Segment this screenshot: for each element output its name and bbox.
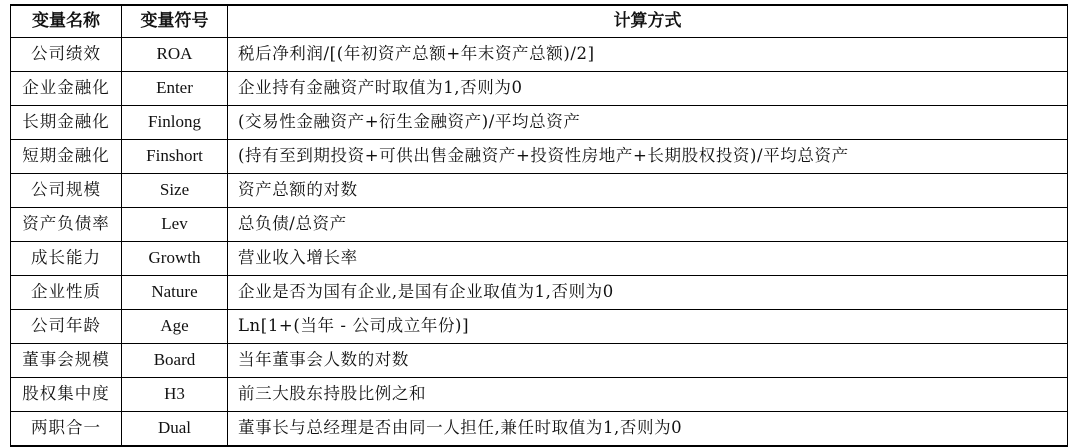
table-row (11, 276, 1068, 310)
calculation-method-cell: 总负债/总资产 (228, 208, 1068, 242)
variable-symbol-cell: Size (122, 174, 228, 208)
variable-name-cell: 公司绩效 (11, 38, 122, 72)
table-row (11, 106, 1068, 140)
variable-symbol-cell: ROA (122, 38, 228, 72)
calculation-method-cell: 企业持有金融资产时取值为1,否则为0 (228, 72, 1068, 106)
variable-symbol-cell: Finlong (122, 106, 228, 140)
variable-name-cell: 股权集中度 (11, 378, 122, 412)
calculation-method-cell: 当年董事会人数的对数 (228, 344, 1068, 378)
variable-definition-table (10, 4, 1068, 447)
variable-name-cell: 短期金融化 (11, 140, 122, 174)
variable-name-cell: 董事会规模 (11, 344, 122, 378)
calculation-method-cell: 前三大股东持股比例之和 (228, 378, 1068, 412)
table-row (11, 378, 1068, 412)
header-row (11, 5, 1068, 38)
calculation-method-cell: (持有至到期投资+可供出售金融资产+投资性房地产+长期股权投资)/平均总资产 (228, 140, 1068, 174)
variable-name-cell: 企业性质 (11, 276, 122, 310)
table-row (11, 344, 1068, 378)
variable-symbol-cell: Dual (122, 412, 228, 447)
variable-symbol-cell: H3 (122, 378, 228, 412)
calculation-method-cell: 税后净利润/[(年初资产总额+年末资产总额)/2] (228, 38, 1068, 72)
table-row (11, 208, 1068, 242)
variable-name-cell: 资产负债率 (11, 208, 122, 242)
variable-name-cell: 公司年龄 (11, 310, 122, 344)
table-row (11, 412, 1068, 447)
variable-name-cell: 成长能力 (11, 242, 122, 276)
table-row (11, 38, 1068, 72)
variable-name-cell: 企业金融化 (11, 72, 122, 106)
header-variable-symbol: 变量符号 (122, 5, 228, 38)
table-row (11, 242, 1068, 276)
calculation-method-cell: Ln[1+(当年 - 公司成立年份)] (228, 310, 1068, 344)
calculation-method-cell: (交易性金融资产+衍生金融资产)/平均总资产 (228, 106, 1068, 140)
header-calculation-method: 计算方式 (228, 5, 1068, 38)
calculation-method-cell: 营业收入增长率 (228, 242, 1068, 276)
variable-symbol-cell: Finshort (122, 140, 228, 174)
calculation-method-cell: 企业是否为国有企业,是国有企业取值为1,否则为0 (228, 276, 1068, 310)
table-header (11, 5, 1068, 38)
variable-name-cell: 公司规模 (11, 174, 122, 208)
calculation-method-cell: 董事长与总经理是否由同一人担任,兼任时取值为1,否则为0 (228, 412, 1068, 447)
header-variable-name: 变量名称 (11, 5, 122, 38)
table-row (11, 174, 1068, 208)
variable-symbol-cell: Nature (122, 276, 228, 310)
variable-name-cell: 长期金融化 (11, 106, 122, 140)
variable-symbol-cell: Board (122, 344, 228, 378)
calculation-method-cell: 资产总额的对数 (228, 174, 1068, 208)
table-row (11, 310, 1068, 344)
variable-symbol-cell: Enter (122, 72, 228, 106)
variable-symbol-cell: Age (122, 310, 228, 344)
table-row (11, 72, 1068, 106)
table-body (11, 38, 1068, 447)
variable-name-cell: 两职合一 (11, 412, 122, 447)
variable-symbol-cell: Growth (122, 242, 228, 276)
variable-symbol-cell: Lev (122, 208, 228, 242)
table-row (11, 140, 1068, 174)
